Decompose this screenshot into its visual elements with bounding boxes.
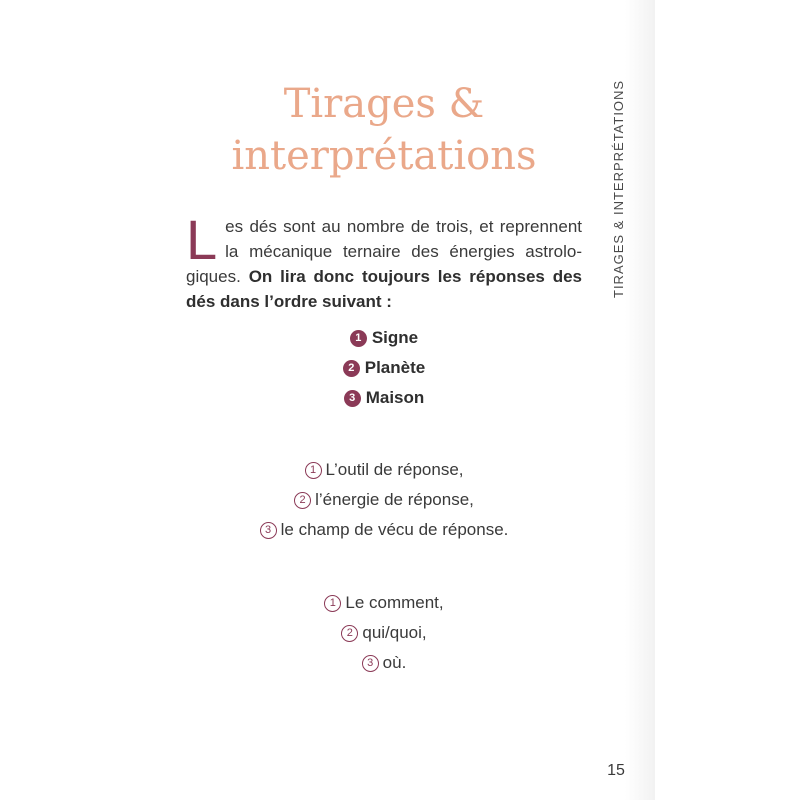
meaning-list-2 <box>146 588 622 678</box>
dice-order-list <box>146 323 622 413</box>
page-title <box>146 78 622 182</box>
intro-paragraph <box>186 208 582 314</box>
circled-number-icon: 3 <box>362 655 379 672</box>
drop-cap: L <box>186 208 218 271</box>
meaning-list-1 <box>146 455 622 545</box>
list-item-text: qui/quoi, <box>362 623 427 642</box>
dice-order-label: Planète <box>364 358 426 377</box>
intro-bold-text: On lira donc toujours les réponses des dés dans l’ordre suivant : <box>186 267 582 311</box>
list-item-text: l’énergie de réponse, <box>315 490 474 509</box>
number-badge-icon: 3 <box>344 390 361 407</box>
circled-number-icon: 2 <box>341 625 358 642</box>
running-header <box>604 79 634 298</box>
page-title-line1: Tirages & <box>283 81 485 127</box>
dice-order-item <box>146 353 622 383</box>
list-item <box>146 455 622 485</box>
list-item-text: où. <box>382 653 407 672</box>
page-number: 15 <box>607 762 625 779</box>
list-item <box>146 618 622 648</box>
list-item <box>146 588 622 618</box>
list-item <box>146 515 622 545</box>
dice-order-label: Signe <box>371 328 419 347</box>
intro-text: es dés sont au nombre de trois, et reprennent la mécanique ternaire des énergies astrolo-giques. <box>186 217 582 286</box>
circled-number-icon: 3 <box>260 522 277 539</box>
circled-number-icon: 1 <box>305 462 322 479</box>
list-item-text: Le comment, <box>345 593 444 612</box>
circled-number-icon: 1 <box>324 595 341 612</box>
list-item <box>146 648 622 678</box>
dice-order-item <box>146 323 622 353</box>
list-item-text: le champ de vécu de réponse. <box>280 520 509 539</box>
number-badge-icon: 1 <box>350 330 367 347</box>
running-header-text: TIRAGES & INTERPRÉTATIONS <box>611 79 626 298</box>
dice-order-item <box>146 383 622 413</box>
page-title-line2: interprétations <box>231 133 537 179</box>
list-item-text: L’outil de réponse, <box>325 460 464 479</box>
number-badge-icon: 2 <box>343 360 360 377</box>
dice-order-label: Maison <box>365 388 425 407</box>
list-item <box>146 485 622 515</box>
circled-number-icon: 2 <box>294 492 311 509</box>
